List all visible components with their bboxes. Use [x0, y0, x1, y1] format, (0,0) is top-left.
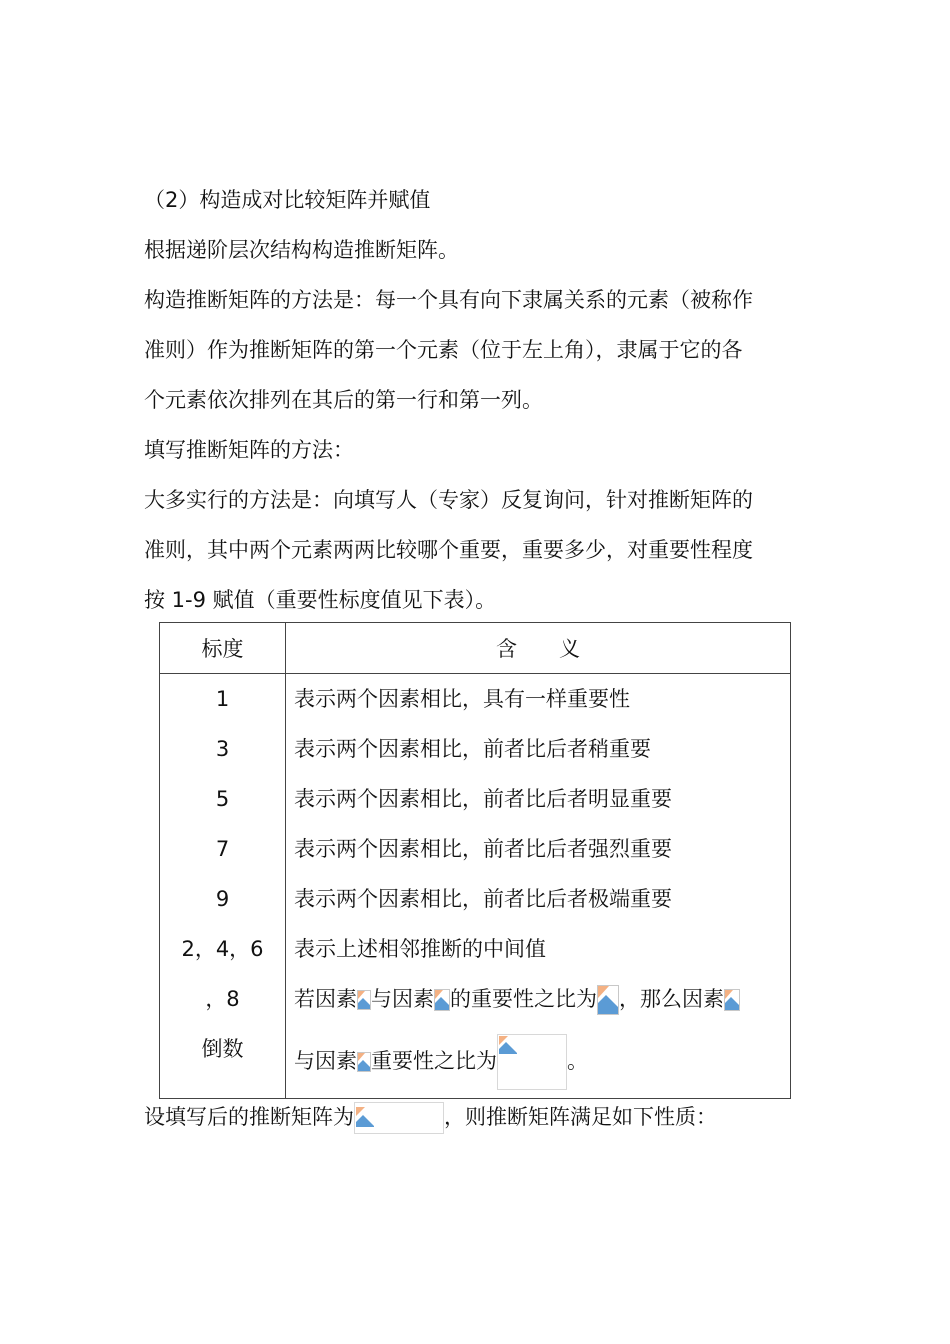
- broken-image-icon: [354, 1102, 444, 1134]
- meaning-text: 表示两个因素相比，前者比后者强烈重要: [294, 837, 672, 861]
- header-meaning: 含 义: [286, 623, 791, 674]
- broken-image-icon: [357, 990, 371, 1010]
- importance-scale-table: [159, 622, 791, 1099]
- meaning-text: 表示上述相邻推断的中间值: [294, 937, 546, 961]
- section-heading: （2）构造成对比较矩阵并赋值: [144, 188, 431, 212]
- meaning-text: 表示两个因素相比，前者比后者明显重要: [294, 787, 672, 811]
- broken-image-icon: [597, 985, 619, 1015]
- paragraph: 根据递阶层次结构构造推断矩阵。: [144, 238, 459, 262]
- scale-value: 1: [215, 687, 230, 711]
- paragraph: 准则，其中两个元素两两比较哪个重要，重要多少，对重要性程度: [144, 538, 753, 562]
- text-fragment: 与因素: [294, 1049, 357, 1073]
- paragraph: 构造推断矩阵的方法是：每一个具有向下隶属关系的元素（被称作: [144, 288, 753, 312]
- table-header-row: [160, 623, 791, 674]
- text-fragment: 设填写后的推断矩阵为: [144, 1105, 354, 1129]
- meaning-text: 表示两个因素相比，具有一样重要性: [294, 687, 630, 711]
- reciprocal-line-1: [286, 974, 790, 1024]
- table-row: [160, 674, 791, 1099]
- scale-value: 5: [215, 787, 230, 811]
- broken-image-icon: [434, 989, 450, 1011]
- reciprocal-line-2: [286, 1024, 790, 1098]
- scale-value: 9: [215, 887, 230, 911]
- text-fragment: 重要性之比为: [371, 1049, 497, 1073]
- text-fragment: 与因素: [371, 987, 434, 1011]
- meaning-text: 表示两个因素相比，前者比后者极端重要: [294, 887, 672, 911]
- text-fragment: ，那么因素: [619, 987, 724, 1011]
- paragraph: 填写推断矩阵的方法：: [144, 438, 354, 462]
- paragraph: 按 1-9 赋值（重要性标度值见下表）。: [144, 588, 497, 612]
- footer-line: [144, 1100, 717, 1134]
- paragraph: 个元素依次排列在其后的第一行和第一列。: [144, 388, 543, 412]
- scale-value: 3: [215, 737, 230, 761]
- scale-value: 倒数: [201, 1037, 244, 1061]
- scale-value: 2，4，6: [181, 937, 264, 961]
- scale-value: 7: [215, 837, 230, 861]
- text-fragment: 。: [567, 1049, 588, 1073]
- broken-image-icon: [724, 989, 740, 1011]
- scale-value: ，8: [205, 987, 240, 1011]
- paragraph: 准则）作为推断矩阵的第一个元素（位于左上角），隶属于它的各: [144, 338, 743, 362]
- meaning-text: 表示两个因素相比，前者比后者稍重要: [294, 737, 651, 761]
- scale-column: [160, 674, 286, 1099]
- header-scale: 标度: [160, 623, 286, 674]
- text-fragment: ，则推断矩阵满足如下性质：: [444, 1105, 717, 1129]
- text-fragment: 的重要性之比为: [450, 987, 597, 1011]
- paragraph: 大多实行的方法是：向填写人（专家）反复询问，针对推断矩阵的: [144, 488, 753, 512]
- text-fragment: 若因素: [294, 987, 357, 1011]
- broken-image-icon: [497, 1034, 567, 1090]
- meaning-column: [286, 674, 791, 1099]
- broken-image-icon: [357, 1052, 371, 1072]
